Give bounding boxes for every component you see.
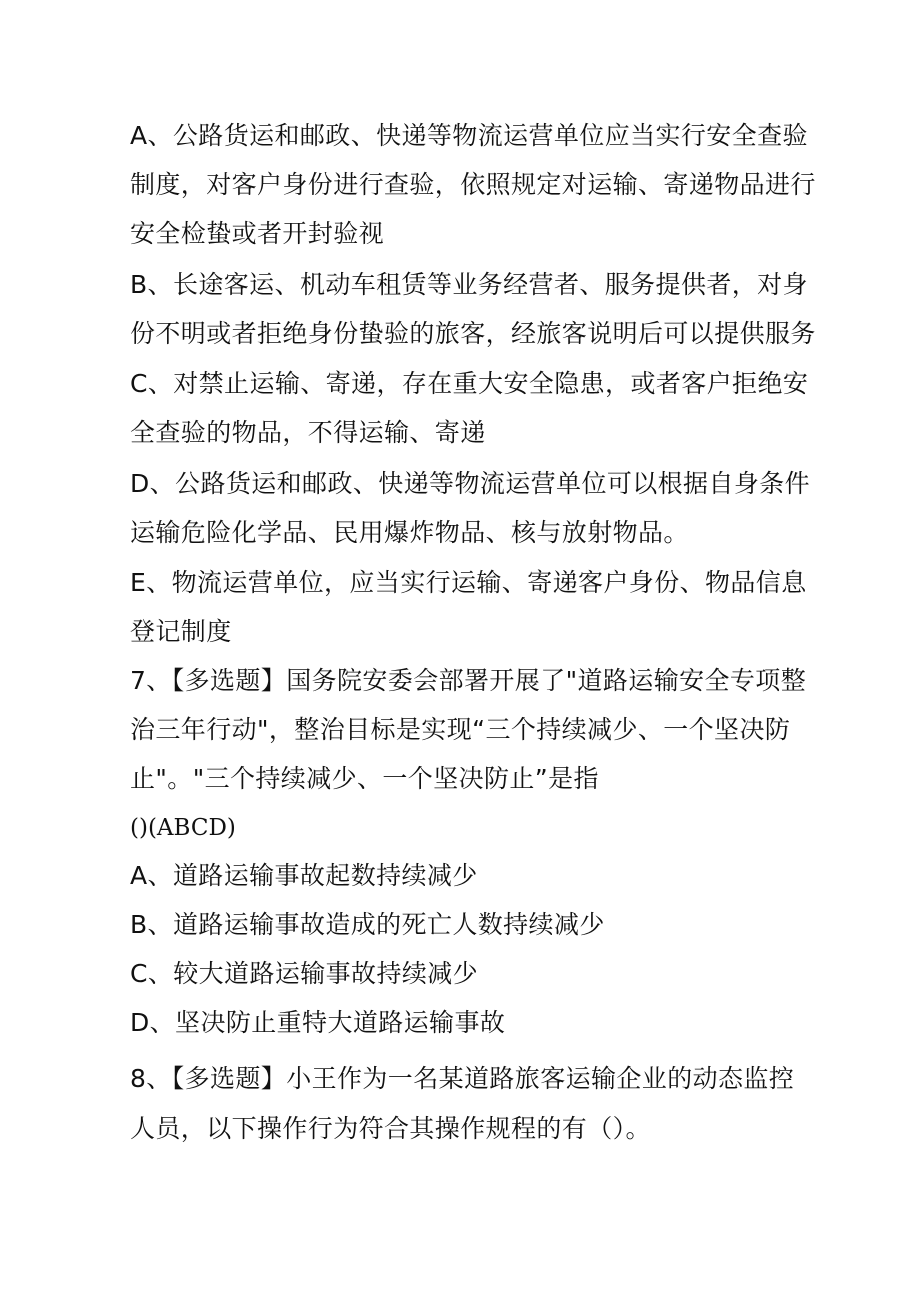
question-7-stem-line-3: 止"。"三个持续减少、一个坚决防止”是指 <box>130 764 599 793</box>
question-7-stem-line-2: 治三年行动"，整治目标是实现“三个持续减少、一个坚决防 <box>130 715 791 744</box>
option-b-line-1: B、长途客运、机动车租赁等业务经营者、服务提供者，对身 <box>130 270 808 299</box>
option-d-line-1: D、公路货运和邮政、快递等物流运营单位可以根据自身条件 <box>130 469 811 498</box>
option-a-line-3: 安全检蛰或者开封验视 <box>130 219 385 248</box>
question-7-option-c: C、较大道路运输事故持续减少 <box>130 959 479 988</box>
option-c-line-2: 全查验的物品，不得运输、寄递 <box>130 418 486 447</box>
option-b-line-2: 份不明或者拒绝身份蛰验的旅客，经旅客说明后可以提供服务 <box>130 319 816 348</box>
option-a-line-1: A、公路货运和邮政、快递等物流运营单位应当实行安全查验 <box>130 121 808 150</box>
option-a-line-2: 制度，对客户身份进行查验，依照规定对运输、寄递物品进行 <box>130 170 816 199</box>
option-d-line-2: 运输危险化学品、民用爆炸物品、核与放射物品。 <box>130 518 689 547</box>
option-c-line-1: C、对禁止运输、寄递，存在重大安全隐患，或者客户拒绝安 <box>130 369 809 398</box>
question-7-answer: ()(ABCD) <box>130 815 236 841</box>
option-e-line-1: E、物流运营单位，应当实行运输、寄递客户身份、物品信息 <box>130 568 807 597</box>
option-e-line-2: 登记制度 <box>130 617 232 646</box>
question-8-stem-line-1: 8、【多选题】小王作为一名某道路旅客运输企业的动态监控 <box>130 1064 795 1093</box>
question-8-stem-line-2: 人员，以下操作行为符合其操作规程的有（）。 <box>130 1114 651 1143</box>
question-7-option-a: A、道路运输事故起数持续减少 <box>130 861 478 890</box>
question-7-option-d: D、坚决防止重特大道路运输事故 <box>130 1008 506 1037</box>
question-7-option-b: B、道路运输事故造成的死亡人数持续减少 <box>130 910 605 939</box>
question-7-stem-line-1: 7、【多选题】国务院安委会部署开展了"道路运输安全专项整 <box>130 666 807 695</box>
